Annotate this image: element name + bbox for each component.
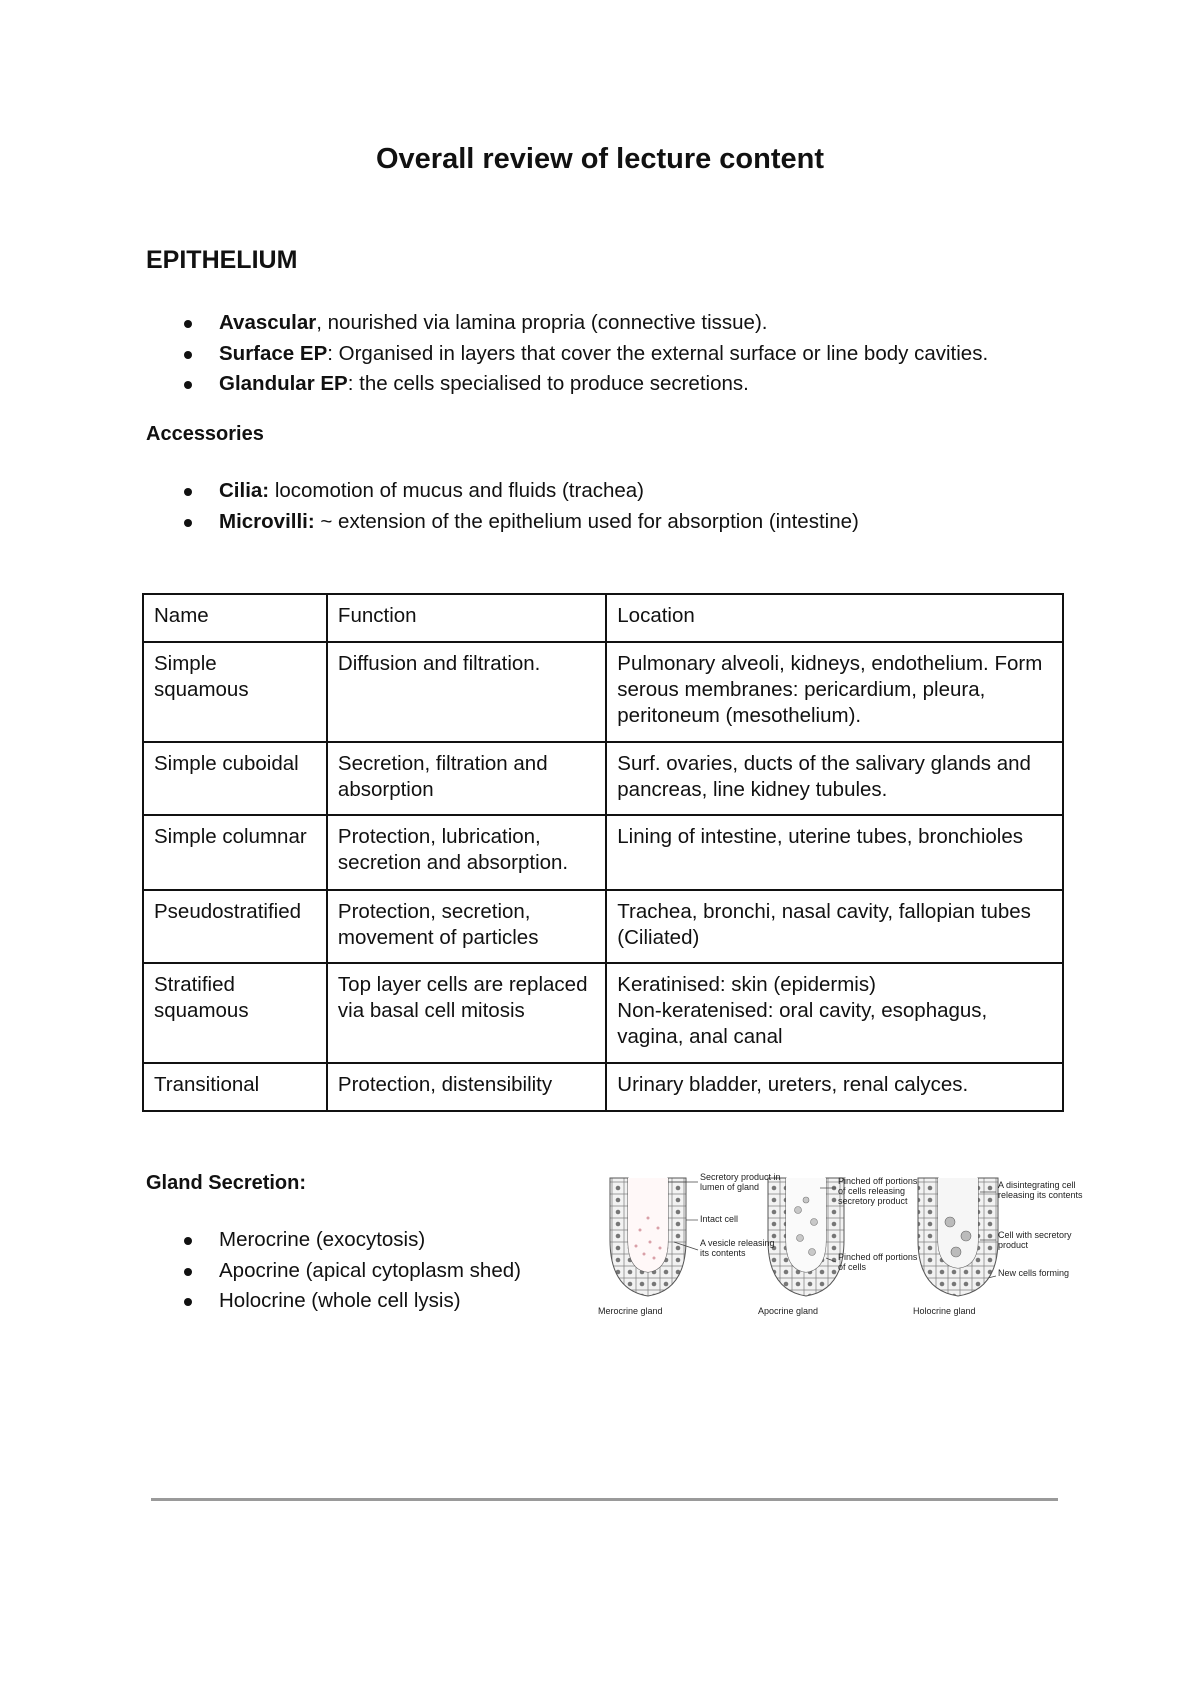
table-header-row: [143, 594, 1063, 642]
label-secretory-product: Secretory product in lumen of gland: [700, 1172, 781, 1192]
definition: locomotion of mucus and fluids (trachea): [269, 479, 645, 502]
label-cell-with-product: Cell with secretory product: [998, 1230, 1072, 1250]
term: Surface EP: [219, 341, 328, 365]
gland-types-list: [146, 1225, 521, 1317]
epithelium-list: [146, 308, 988, 400]
term: Glandular EP: [219, 372, 348, 395]
list-item: [146, 476, 859, 507]
table-cell: Surf. ovaries, ducts of the salivary glands and pancreas, line kidney tubules.: [606, 742, 1063, 815]
table-cell: Keratinised: skin (epidermis) Non-keratenised: oral cavity, esophagus, vagina, anal canal: [606, 963, 1063, 1063]
list-item: [146, 507, 859, 538]
definition: : Organised in layers that cover the external surface or line body cavities.: [327, 341, 989, 365]
header-cell: Function: [327, 594, 606, 642]
merocrine-gland-illustration: [610, 1178, 686, 1296]
table-cell: Protection, distensibility: [327, 1063, 606, 1111]
table-cell: Pulmonary alveoli, kidneys, endothelium. Form serous membranes: pericardium, pleura, peritoneum (mesothelium).: [606, 642, 1063, 742]
list-item: Merocrine (exocytosis): [146, 1225, 521, 1256]
caption-merocrine: Merocrine gland: [598, 1306, 663, 1316]
list-item: [146, 339, 988, 370]
term: Microvilli:: [219, 509, 315, 533]
table-cell: Protection, secretion, movement of particles: [327, 890, 606, 963]
table-cell: Secretion, filtration and absorption: [327, 742, 606, 815]
list-item: Apocrine (apical cytoplasm shed): [146, 1256, 521, 1287]
page-title: Overall review of lecture content: [375, 143, 825, 175]
header-cell: Location: [606, 594, 1063, 642]
apocrine-gland-illustration: [768, 1178, 844, 1296]
caption-apocrine: Apocrine gland: [758, 1306, 819, 1316]
table-cell: Simple squamous: [143, 642, 327, 742]
holocrine-gland-illustration: [918, 1178, 998, 1296]
term: Avascular: [219, 311, 317, 334]
label-vesicle: A vesicle releasing its contents: [700, 1238, 775, 1258]
section-heading-epithelium: EPITHELIUM: [146, 246, 298, 274]
list-item: Holocrine (whole cell lysis): [146, 1286, 521, 1317]
table-row: [143, 963, 1063, 1063]
term: Cilia:: [219, 479, 270, 502]
label-pinched-releasing: Pinched off portions of cells releasing secretory product: [838, 1176, 918, 1206]
table-cell: Transitional: [143, 1063, 327, 1111]
page-divider: [151, 1498, 1058, 1501]
accessories-list: [146, 476, 859, 537]
table-cell: Trachea, bronchi, nasal cavity, fallopian tubes (Ciliated): [606, 890, 1063, 963]
definition: : the cells specialised to produce secretions.: [347, 372, 749, 395]
table-row: [143, 642, 1063, 742]
table-cell: Simple columnar: [143, 815, 327, 890]
gland-secretion-heading: Gland Secretion:: [146, 1172, 307, 1194]
caption-holocrine: Holocrine gland: [913, 1306, 976, 1316]
gland-secretion-figure: [588, 1170, 1083, 1320]
table-row: [143, 742, 1063, 815]
table-cell: Urinary bladder, ureters, renal calyces.: [606, 1063, 1063, 1111]
label-new-cells: New cells forming: [998, 1268, 1070, 1278]
table-cell: Protection, lubrication, secretion and absorption.: [327, 815, 606, 890]
label-intact-cell: Intact cell: [700, 1214, 739, 1224]
list-item: [146, 369, 988, 400]
list-item: [146, 308, 988, 339]
definition: ~ extension of the epithelium used for absorption (intestine): [314, 509, 859, 533]
table-cell: Simple cuboidal: [143, 742, 327, 815]
table-row: [143, 1063, 1063, 1111]
table-cell: Diffusion and filtration.: [327, 642, 606, 742]
definition: , nourished via lamina propria (connective tissue).: [316, 311, 768, 334]
label-pinched-cells: Pinched off portions of cells: [838, 1252, 918, 1272]
table-cell: Lining of intestine, uterine tubes, bronchioles: [606, 815, 1063, 890]
table-cell: Pseudostratified: [143, 890, 327, 963]
epithelium-table: [142, 593, 1064, 1112]
table-row: [143, 815, 1063, 890]
table-row: [143, 890, 1063, 963]
label-disintegrating: A disintegrating cell releasing its contents: [998, 1180, 1083, 1200]
table-cell: Top layer cells are replaced via basal cell mitosis: [327, 963, 606, 1063]
accessories-heading: Accessories: [146, 423, 264, 445]
header-cell: Name: [143, 594, 327, 642]
table-cell: Stratified squamous: [143, 963, 327, 1063]
